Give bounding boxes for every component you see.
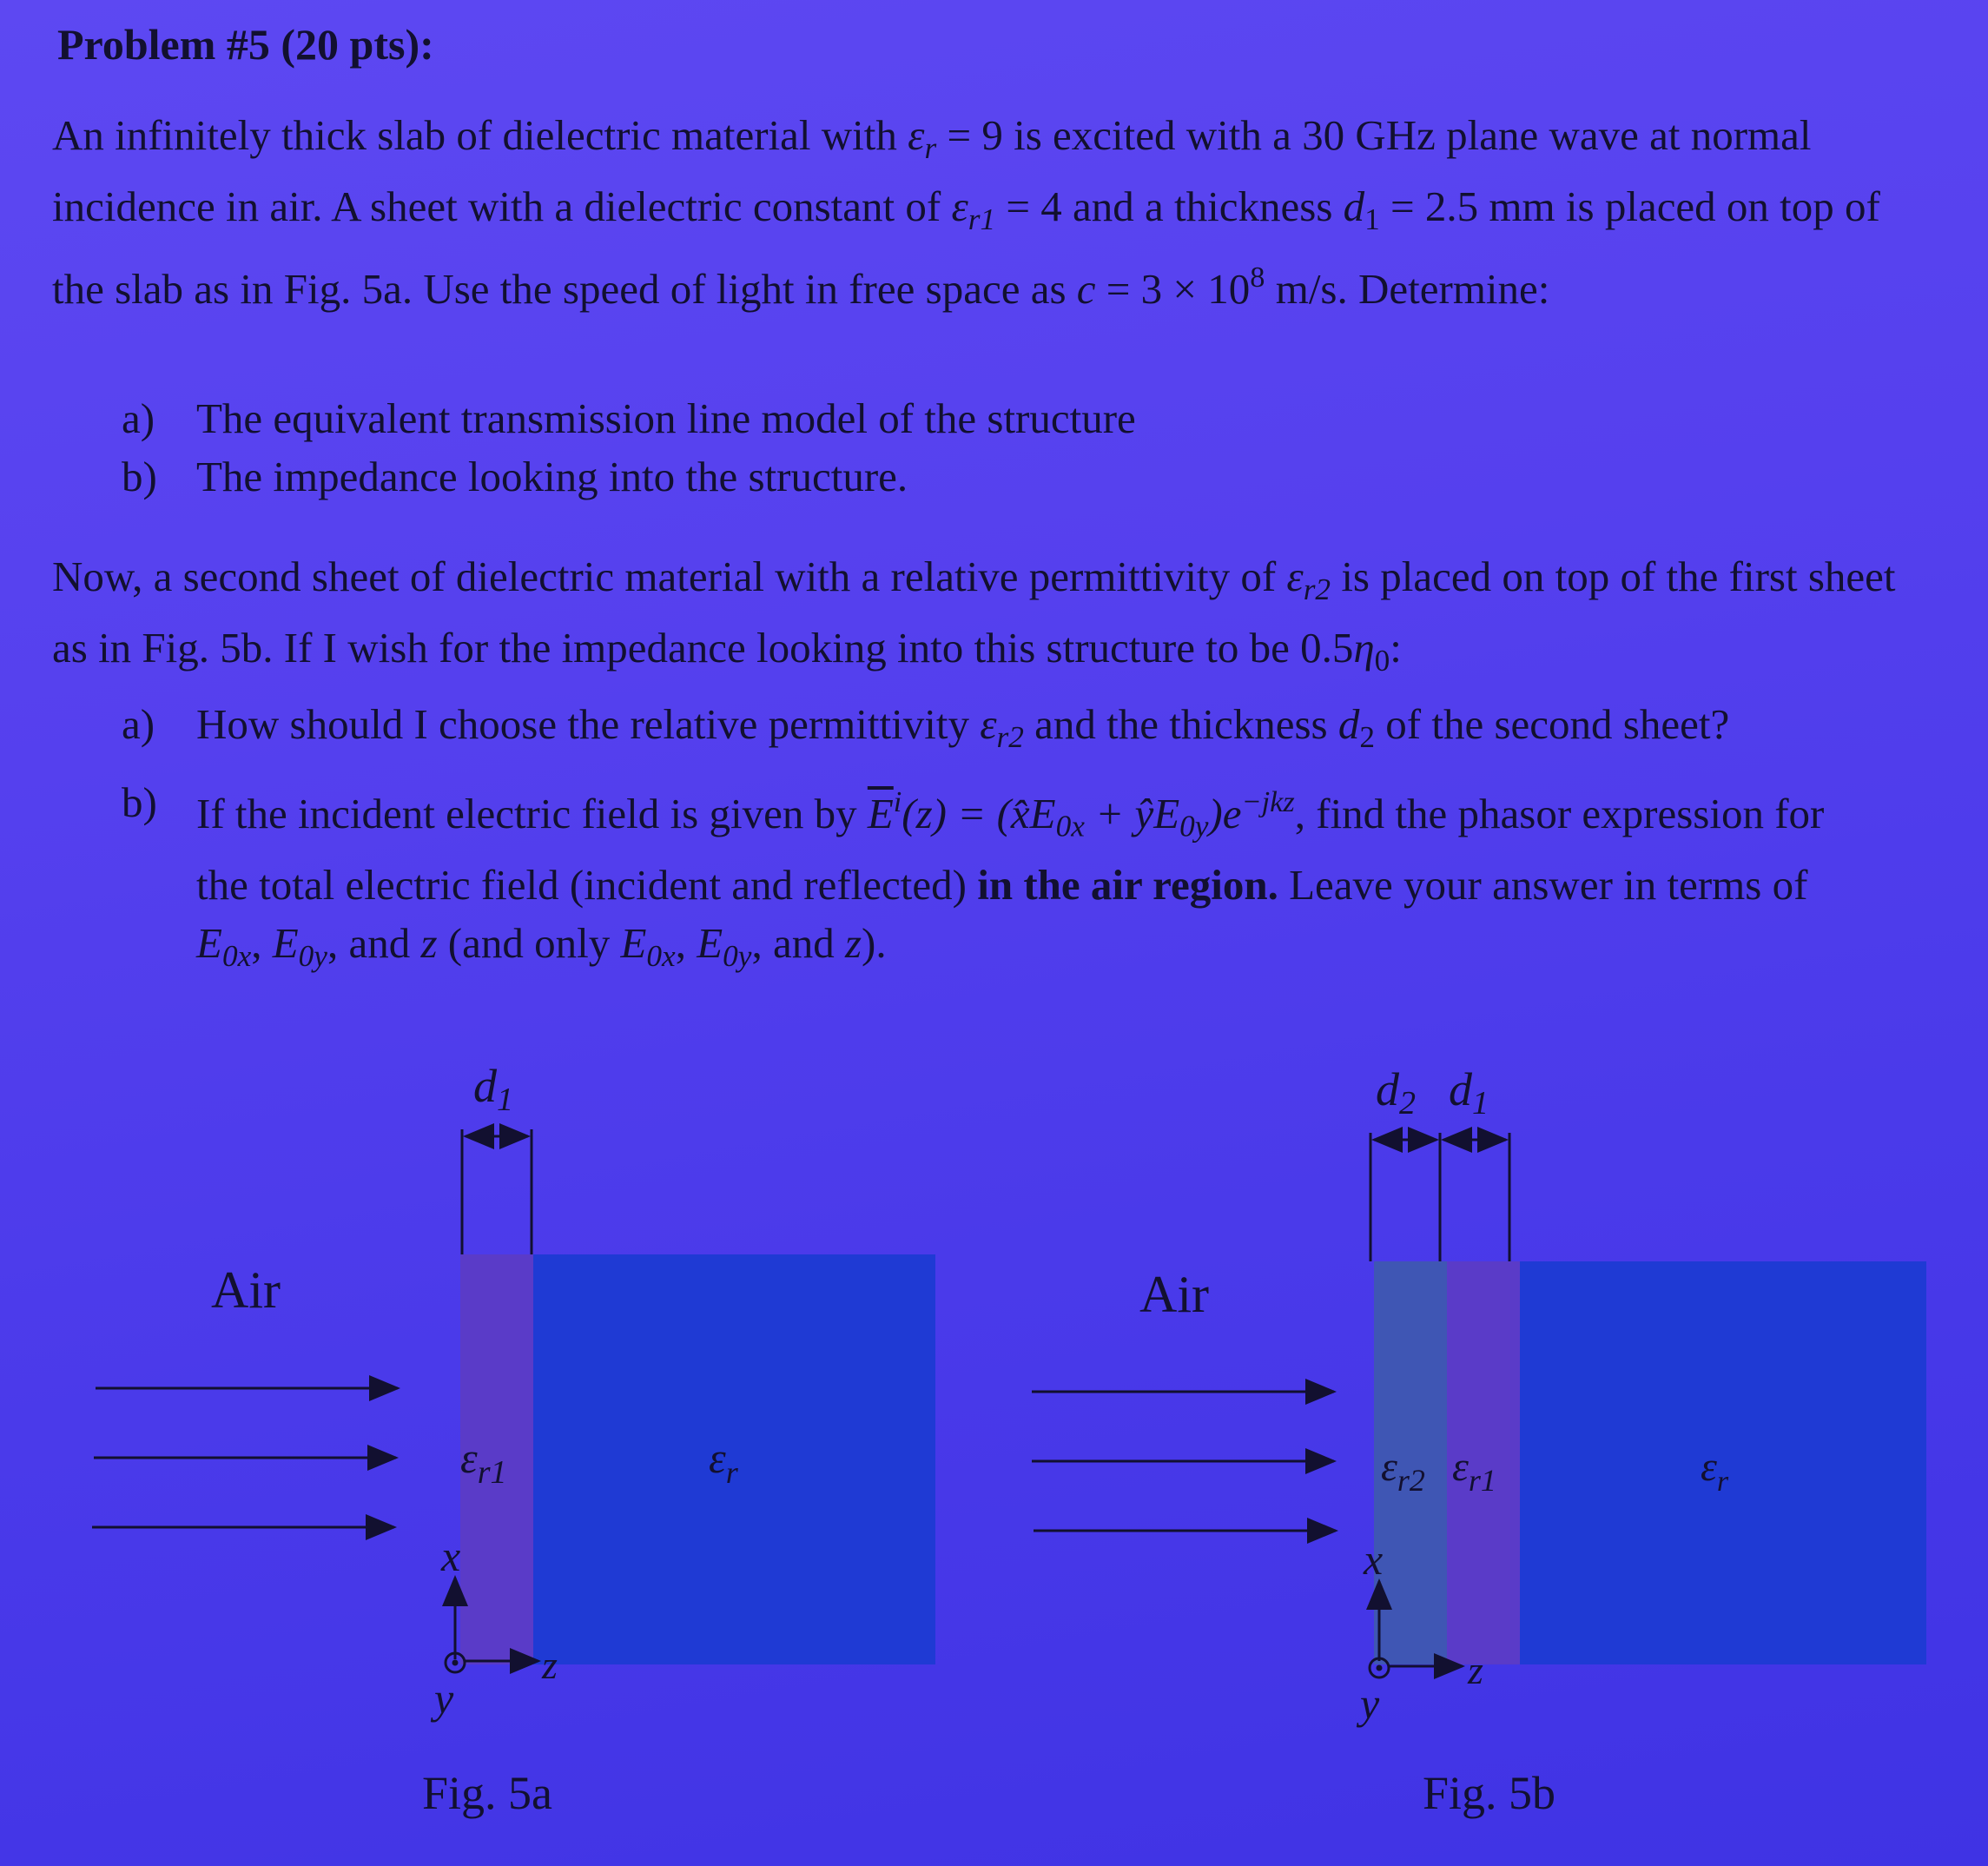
fig5b-er-label: $\varepsilon_r$: [1701, 1444, 1729, 1498]
fig5b-d1-label: d1: [1449, 1063, 1489, 1122]
problem-title: Problem #5 (20 pts):: [57, 20, 434, 69]
fig5b: [1032, 1063, 1926, 1819]
fig5a: [92, 1060, 935, 1819]
fig5a-x-label: x: [441, 1532, 461, 1580]
fig5b-er2-label: $\varepsilon_{r2}$: [1381, 1444, 1425, 1498]
fig5b-z-label: z: [1468, 1648, 1483, 1692]
fig5b-slab: [1518, 1261, 1926, 1664]
fig5a-er-label: $\varepsilon_r$: [709, 1433, 738, 1490]
fig5a-air-label: Air: [211, 1261, 281, 1319]
fig5b-d2-label: d2: [1376, 1063, 1416, 1122]
part2-item-a: a) How should I choose the relative permittivity $\varepsilon_{r2}$ and the thickness $d_2$ of the second sheet?: [122, 700, 1730, 754]
fig5a-z-label: z: [542, 1643, 558, 1687]
second-paragraph: Now, a second sheet of dielectric material with a relative permittivity of $\varepsilon_{r2}$ is placed on top of the first sheet as in Fig. 5b. If I wish for the impedance looking into this structure to be $0.5\eta_0$:: [52, 553, 1896, 678]
part1-item-b: b) The impedance looking into the structure.: [122, 453, 908, 500]
fig5a-y-label: y: [434, 1674, 454, 1723]
fig5b-x-label: x: [1364, 1535, 1384, 1584]
fig5b-er1-label: $\varepsilon_{r1}$: [1452, 1444, 1496, 1498]
part1-item-a: a) The equivalent transmission line model of the structure: [122, 394, 1136, 442]
fig5a-d1-label: d1: [473, 1060, 513, 1118]
fig5b-y-label: y: [1360, 1679, 1380, 1728]
fig5a-caption: Fig. 5a: [422, 1767, 553, 1819]
intro-paragraph: An infinitely thick slab of dielectric material with $\varepsilon_r = 9$ is excited with a 30 GHz plane wave at normal incidence in air. A sheet with a dielectric constant of $\varepsilon_{r1} = 4$ and a thickness $d_1 = 2.5$ mm is placed on top of the slab as in Fig. 5a. Use the speed of light in free space as $c = 3 \times 10^8$ m/s. Determine:: [52, 111, 1880, 313]
part2-item-b: b) If the incident electric field is given by $\overline{E}^i(z)$ = ($x̂E_{0x}$ + $ŷE_{0y})e^{-jkz}$, find the phasor expression for the total electric field (incident and reflected) in the air region. Leave your answer in terms of $E_{0x}$, $E_{0y}$, and z (and only $E_{0x}$, $E_{0y}$, and z).: [122, 778, 1825, 973]
fig5b-caption: Fig. 5b: [1423, 1767, 1556, 1819]
fig5a-er1-label: $\varepsilon_{r1}$: [460, 1433, 507, 1491]
fig5b-air-label: Air: [1139, 1266, 1209, 1323]
